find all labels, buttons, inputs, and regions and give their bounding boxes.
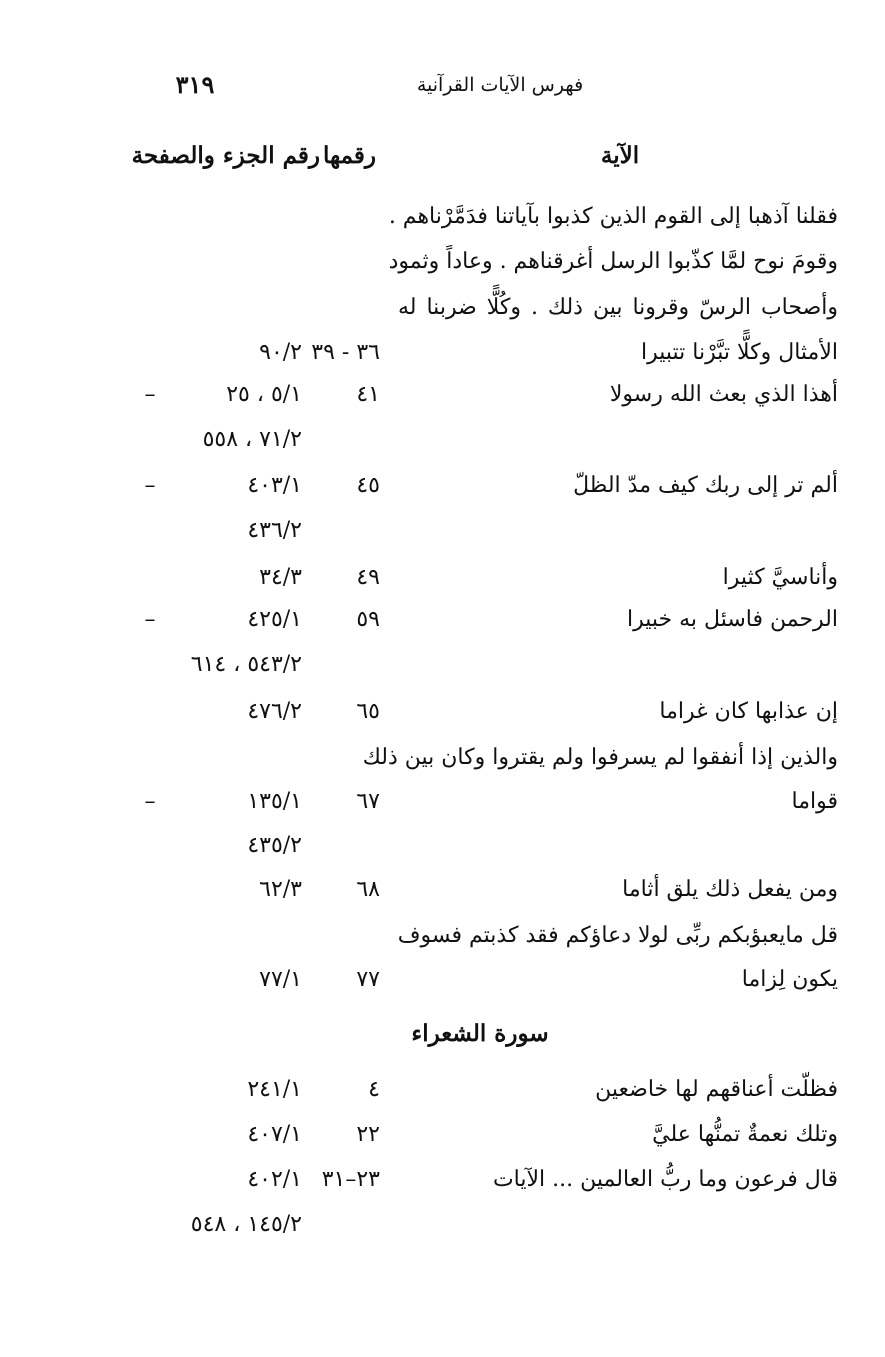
- page-reference: ٩٠/٢: [259, 340, 302, 365]
- verse-number: ٦٧: [356, 789, 380, 814]
- page-reference: ١٤٥/٢ ، ٥٤٨: [190, 1212, 302, 1237]
- page-reference: ٧١/٢ ، ٥٥٨: [202, 427, 302, 452]
- page-reference: ٤٣٦/٢: [247, 518, 302, 543]
- verse-line: ألم تر إلى ربك كيف مدّ الظلّ: [573, 473, 838, 498]
- page-reference: ٥٤٣/٢ ، ٦١٤: [190, 652, 302, 677]
- verse-number: ٧٧: [356, 967, 380, 992]
- sura-title: سورة الشعراء: [411, 1020, 549, 1047]
- verse-number: ٢٢: [356, 1122, 380, 1147]
- page-reference: ٤٣٥/٢: [247, 833, 302, 858]
- verse-line: أهذا الذي بعث الله رسولا: [609, 382, 838, 407]
- continuation-dash: –: [144, 473, 156, 498]
- page-reference: ٤٠٧/١: [247, 1122, 302, 1147]
- page-reference: ٣٤/٣: [259, 565, 302, 590]
- running-header-title: فهرس الآيات القرآنية: [416, 74, 584, 96]
- verse-line: ومن يفعل ذلك يلق أثاما: [622, 877, 838, 902]
- verse-line: يكون لِزاما: [741, 967, 838, 992]
- continuation-dash: –: [144, 382, 156, 407]
- page-reference: ٤٧٦/٢: [247, 699, 302, 724]
- verse-line: فقلنا آذهبا إلى القوم الذين كذبوا بآياتنا فدَمَّرْناهم .: [388, 204, 838, 229]
- page-reference: ٦٢/٣: [259, 877, 302, 902]
- page-reference: ٥/١ ، ٢٥: [226, 382, 302, 407]
- column-header-reference: رقم الجزء والصفحة: [131, 142, 320, 169]
- column-header-verse: الآية: [600, 142, 640, 169]
- verse-number: ٢٣–٣١: [321, 1167, 380, 1192]
- verse-number: ٦٥: [356, 699, 380, 724]
- page-number: ٣١٩: [175, 70, 215, 99]
- verse-line: الرحمن فاسئل به خبيرا: [627, 607, 838, 632]
- verse-number: ٥٩: [356, 607, 380, 632]
- page-reference: ٢٤١/١: [247, 1077, 302, 1102]
- verse-number: ٣٦ - ٣٩: [311, 340, 380, 365]
- column-header-number: رقمها: [322, 142, 376, 169]
- verse-number: ٤٩: [356, 565, 380, 590]
- verse-number: ٦٨: [356, 877, 380, 902]
- page-reference: ١٣٥/١: [247, 789, 302, 814]
- verse-number: ٤: [368, 1077, 380, 1102]
- verse-line: الأمثال وكلًّا تبَّرْنا تتبيرا: [641, 340, 838, 365]
- verse-number: ٤٥: [356, 473, 380, 498]
- page-reference: ٤٠٢/١: [247, 1167, 302, 1192]
- page-reference: ٤٠٣/١: [247, 473, 302, 498]
- verse-line: قل مايعبؤبكم ربِّى لولا دعاؤكم فقد كذبتم فسوف: [397, 923, 838, 948]
- verse-number: ٤١: [356, 382, 380, 407]
- verse-line: قواما: [791, 789, 838, 814]
- verse-line: وتلك نعمةٌ تمنُّها عليَّ: [652, 1122, 838, 1147]
- page-reference: ٧٧/١: [259, 967, 302, 992]
- verse-line: وقومَ نوح لمَّا كذّبوا الرسل أغرقناهم . وعاداً وثمود: [388, 249, 838, 274]
- continuation-dash: –: [144, 789, 156, 814]
- verse-line: قال فرعون وما ربُّ العالمين ... الآيات: [492, 1167, 838, 1192]
- verse-line: وأناسيَّ كثيرا: [722, 565, 838, 590]
- verse-line: وأصحاب الرسّ وقرونا بين ذلك . وكُلًّا ضربنا له: [398, 295, 838, 320]
- continuation-dash: –: [144, 607, 156, 632]
- verse-line: فظلّت أعناقهم لها خاضعين: [595, 1077, 838, 1102]
- verse-line: والذين إذا أنفقوا لم يسرفوا ولم يقتروا وكان بين ذلك: [362, 745, 838, 770]
- verse-line: إن عذابها كان غراما: [659, 699, 838, 724]
- page-reference: ٤٢٥/١: [247, 607, 302, 632]
